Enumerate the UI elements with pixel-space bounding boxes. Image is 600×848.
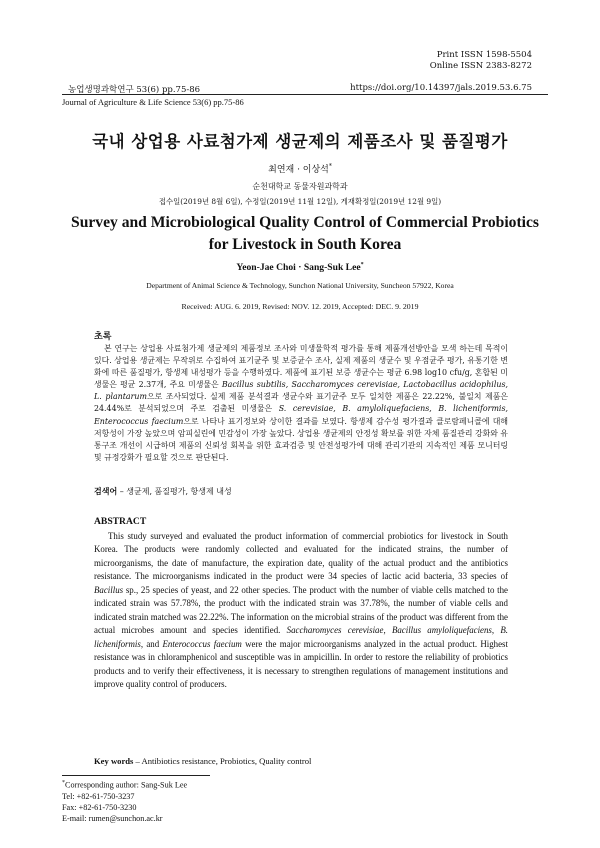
print-issn: Print ISSN 1598-5504 [436,50,532,60]
keywords-ko [94,486,232,497]
title-ko: 국내 상업용 사료첨가제 생균제의 제품조사 및 품질평가 [92,132,508,151]
abstract-ko-text-1: 본 연구는 상업용 사료첨가제 생균제의 제품정보 조사와 미생물학적 평가를 통해 제품개선방안을 모색 하는데 목적이 있다. 상업용 생균제는 무작위로 수집하여 표기균주 및 보증균수 조사, 실제 제품의 생균수 및 우점균주 평가, 유통기한 변화에 따른 품질평가, 항생제 내성평가 등을 수행하였다. 제품에 표기된 보증 생균수는 평균 6.98 log10 cfu/g, 혼합된 미생물은 평균 2.37개, 주요 미생물은 [94,344,508,390]
authors-ko-names: 최연재 · 이상석 [268,165,329,175]
abstract-en-text-1: This study surveyed and evaluated the product information of commercial probiotics for livestock in South Korea. The products were randomly collected and evaluated for the indicated strains, the number of microorganisms, the date of manufacture, the expiration date, quality of the actual product and the antibiotics resistance. The microorganisms indicated in the product were 34 species of lactic acid bacteria, 33 species of [94,531,508,582]
corresponding-mark-en: * [360,262,364,268]
keywords-en-label: Key words [94,756,134,766]
footnote-fax: Fax: +82-61-750-3230 [62,803,137,813]
authors-ko [0,162,600,175]
online-issn: Online ISSN 2383-8272 [429,61,532,71]
abstract-ko-species-1: Bacillus subtilis, Saccharomyces cerevisiae, Lactobacillus acidophilus, L. plantarum [94,380,508,402]
affiliation-ko: 순천대학교 동물자원과학과 [252,182,348,191]
authors-en [0,262,600,273]
abstract-ko-text-3: 으로 나타나 표기정보와 상이한 결과를 보였다. 항생제 감수성 평가결과 클로람페니콜에 대해 저항성이 가장 높았으며 암피실린에 민감성이 가장 높았다. 상업용 생균제의 안정성 확보를 위한 자체 품질관리 강화와 유통구조 개선이 시급하며 제품의 신뢰성 회복을 위한 효과검증 및 안전성평가에 대해 관리기관의 지속적인 제품 모니터링 및 규정강화가 필요할 것으로 판단된다. [94,416,508,462]
footnote [62,778,187,825]
authors-en-names: Yeon-Jae Choi · Sang-Suk Lee [236,262,361,274]
journal-citation-ko: 농업생명과학연구 53(6) pp.75-86 [68,85,201,95]
doi-link[interactable]: https://doi.org/10.14397/jals.2019.53.6.75 [350,83,532,93]
abstract-en-species-3: B. licheniformis [94,625,509,649]
abstract-ko-species-2: S. cerevisiae, B. amyloliquefaciens, B. licheniformis, Enterococcus faecium [94,404,509,426]
abstract-ko-text-2: 으로 조사되었다. 실제 제품 분석결과 생균수와 표기균주 모두 일치한 제품은 22.22%, 불일치 제품은 24.44%로 분석되었으며 주로 검출된 미생물은 [94,392,508,414]
keywords-en-text: – Antibiotics resistance, Probiotics, Quality control [133,756,312,766]
abstract-en-species-4: Enterococcus faecium [162,638,242,649]
keywords-en [94,756,311,766]
abstract-en-sep-3: , and [140,638,163,649]
abstract-ko-body [94,343,508,464]
abstract-en-sep-2: , [491,625,501,636]
footnote-tel: Tel: +82-61-750-3237 [62,791,135,801]
abstract-en-species-2: Bacillus amyloliquefaciens [391,625,492,636]
dates-ko: 접수일(2019년 8월 6일), 수정일(2019년 11월 12일), 게재확정일(2019년 12월 9일) [158,197,442,206]
corresponding-author: Corresponding author: Sang-Suk Lee [65,780,188,790]
corresponding-mark: * [328,163,332,170]
footnote-rule [62,775,210,776]
received-dates: Received: AUG. 6. 2019, Revised: NOV. 12. 2019, Accepted: DEC. 9. 2019 [181,302,419,311]
abstract-en-heading: ABSTRACT [94,516,147,527]
footnote-email[interactable]: E-mail: rumen@sunchon.ac.kr [62,814,163,824]
department-en: Department of Animal Science & Technology, Sunchon National University, Suncheon 57922, Korea [146,281,454,290]
abstract-en-body [94,530,508,691]
journal-citation-en: Journal of Agriculture & Life Science 53(6) pp.75-86 [62,97,244,107]
abstract-en-sep-1: , [383,625,392,636]
abstract-en-species-1: Saccharomyces cerevisiae [286,625,384,636]
abstract-ko-heading: 초록 [94,332,112,342]
abstract-en-text-2: sp., 25 species of yeast, and 22 other species. The product with the number of viable cells matched to the indicated strain was 57.78%, the product with the indicated strain was 37.78%, the number of viable cells and indicated strain matched was 22.22%. The information on the microbial strains of the product was different from the actual microbes amount and species identified. [94,584,508,636]
abstract-en-genus: Bacillus [94,584,124,595]
footnote-corresponding [62,778,187,791]
abstract-en-text-3: were the major microorganisms analyzed in the actual product. Highest resistance was in chloramphenicol and susceptible was in ampicillin. In order to restore the reliability of probiotics products and to verify their effectiveness, it is necessary to strengthen regulations of management institutions and improve quality control of producers. [94,638,508,689]
keywords-ko-label: 검색어 [94,486,118,496]
header-rule [62,94,548,95]
title-en: Survey and Microbiological Quality Control of Commercial Probiotics for Livestock in South Korea [71,214,539,253]
keywords-ko-text: – 생균제, 품질평가, 항생제 내성 [117,487,232,496]
footnote-mark: * [62,780,65,786]
